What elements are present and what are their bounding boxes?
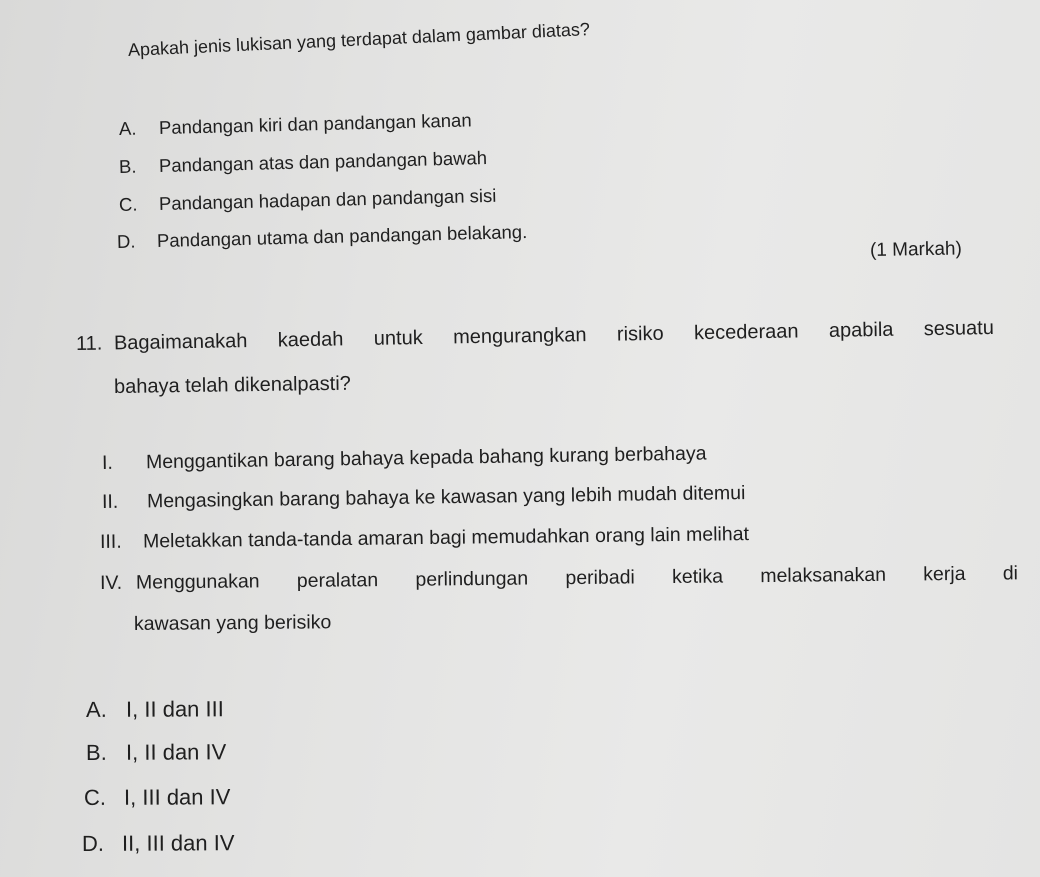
- statement-i: [102, 442, 707, 475]
- answer-letter: B.: [85, 739, 107, 765]
- statement-numeral: IV.: [99, 571, 123, 594]
- option-text: Pandangan hadapan dan pandangan sisi: [158, 184, 497, 215]
- option-letter: C.: [118, 193, 138, 215]
- answer-text: I, III dan IV: [123, 784, 231, 810]
- option-text: Pandangan kiri dan pandangan kanan: [158, 109, 472, 139]
- answer-text: I, II dan IV: [125, 739, 227, 765]
- question-10-prompt: Apakah jenis lukisan yang terdapat dalam gambar diatas?: [127, 19, 591, 60]
- question-number: 11.: [75, 332, 103, 355]
- statement-text: Menggantikan barang bahaya kepada bahang kurang berbahaya: [145, 442, 707, 474]
- answer-option-d: [82, 831, 235, 856]
- answer-option-a: [86, 697, 224, 722]
- question-10-option-d: [117, 220, 528, 254]
- statement-numeral: III.: [99, 530, 122, 553]
- question-11-prompt-line-1: [76, 316, 994, 356]
- answer-text: II, III dan IV: [121, 830, 235, 856]
- question-11-prompt-line-2: bahaya telah dikenalpasti?: [113, 372, 351, 398]
- statement-text: Meletakkan tanda-tanda amaran bagi memudahkan orang lain melihat: [142, 523, 750, 553]
- statement-iv-continuation: kawasan yang berisiko: [133, 611, 332, 635]
- option-letter: B.: [118, 155, 137, 177]
- option-text: Pandangan utama dan pandangan belakang.: [156, 220, 528, 252]
- answer-letter: D.: [81, 830, 105, 856]
- question-10-option-a: [119, 108, 472, 141]
- statement-numeral: I.: [101, 451, 114, 474]
- answer-option-c: [84, 785, 231, 810]
- question-10-option-b: [119, 146, 488, 179]
- statement-text: Menggunakan peralatan perlindungan peribadi ketika melaksanakan kerja di: [135, 562, 1019, 594]
- statement-ii: [102, 481, 746, 514]
- statement-iii: [100, 522, 749, 554]
- answer-letter: A.: [85, 696, 107, 722]
- answer-text: I, II dan III: [125, 696, 224, 722]
- option-letter: D.: [116, 230, 136, 252]
- answer-letter: C.: [83, 784, 107, 810]
- option-letter: A.: [118, 117, 137, 139]
- question-10-option-c: [119, 184, 497, 217]
- statement-iv: [100, 561, 1018, 595]
- question-prompt: Bagaimanakah kaedah untuk mengurangkan risiko kecederaan apabila sesuatu: [113, 316, 995, 355]
- answer-option-b: [86, 740, 226, 765]
- statement-text: Mengasingkan barang bahaya ke kawasan yang lebih mudah ditemui: [146, 482, 746, 513]
- statement-numeral: II.: [101, 490, 119, 513]
- option-text: Pandangan atas dan pandangan bawah: [158, 147, 488, 177]
- question-10-marks: (1 Markah): [869, 238, 963, 261]
